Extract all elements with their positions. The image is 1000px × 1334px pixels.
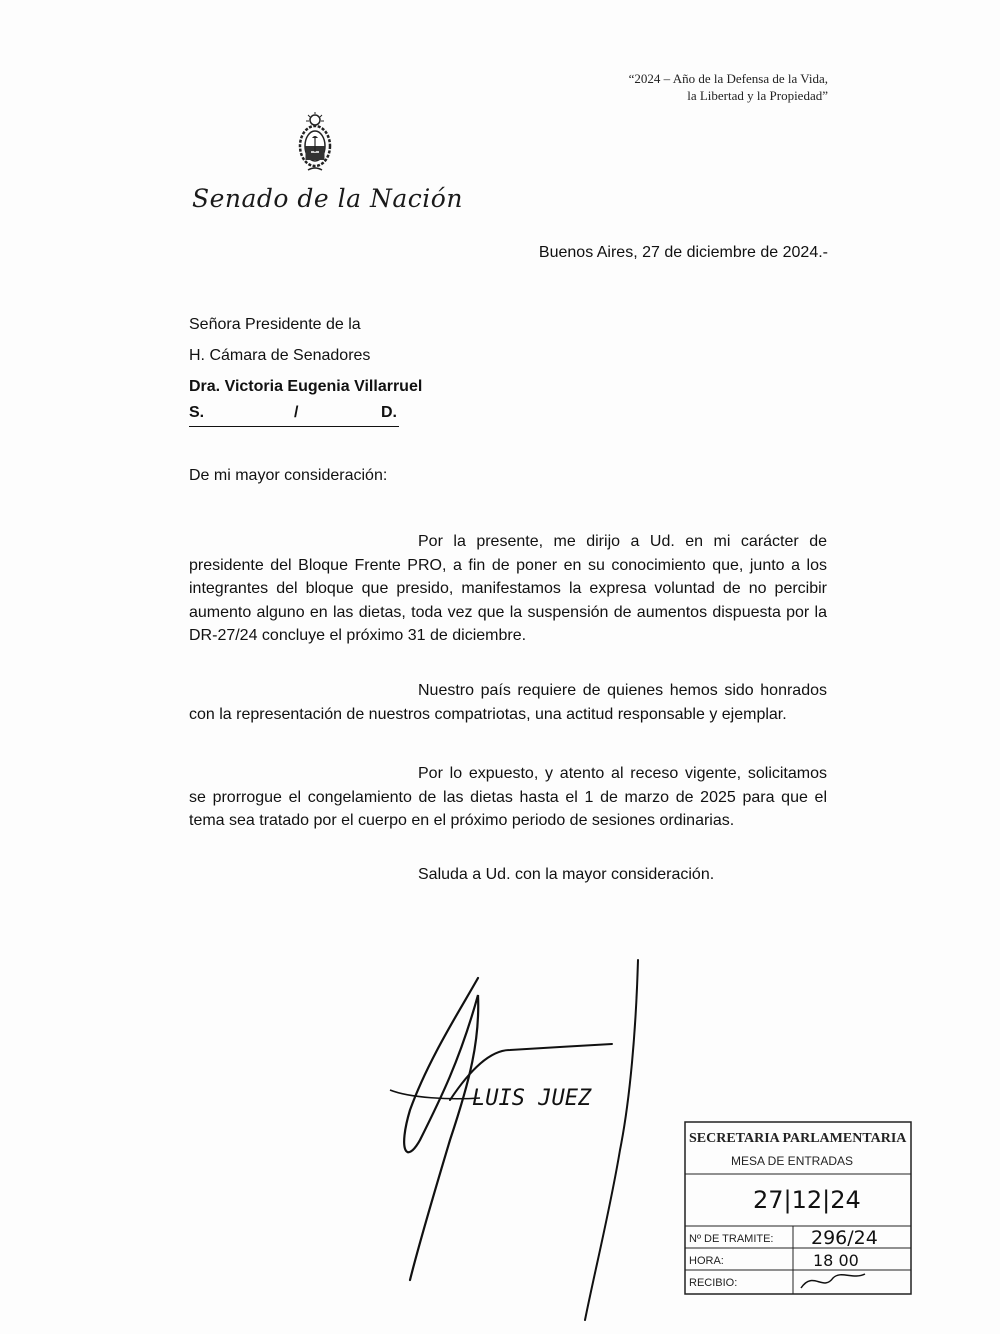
greeting: De mi mayor consideración: xyxy=(189,467,388,484)
recipient-name: Dra. Victoria Eugenia Villarruel xyxy=(189,378,423,395)
national-seal-icon xyxy=(298,112,332,174)
signature-name: LUIS JUEZ xyxy=(472,1086,592,1111)
hora-value: 18 00 xyxy=(813,1251,859,1270)
organization-name: Senado de la Nación xyxy=(192,184,463,213)
recibio-label: RECIBIO: xyxy=(689,1277,738,1289)
stamp-subtitle: MESA DE ENTRADAS xyxy=(731,1154,854,1168)
sd-d: D. xyxy=(381,404,397,421)
closing-line: Saluda a Ud. con la mayor consideración. xyxy=(418,866,715,883)
recipient-block xyxy=(189,309,422,402)
sd-s: S. xyxy=(189,404,205,421)
motto-line-1: “2024 – Año de la Defensa de la Vida, xyxy=(628,71,828,86)
paragraph-1: Por la presente, me dirijo a Ud. en mi carácter de presidente del Bloque Frente PRO, a fin de poner en su conocimiento que, junto a los integrantes del bloque que presido, manifestamos la expresa voluntad de no percibir aumento alguno en las dietas, toda vez que la suspensión de aumentos dispuesta por la DR-27/24 concluye el próximo 31 de diciembre. xyxy=(189,533,827,644)
paragraph-3: Por lo expuesto, y atento al receso vigente, solicitamos se prorrogue el congelamiento de las dietas hasta el 1 de marzo de 2025 para que el tema sea tratado por el cuerpo en el próximo periodo de sesiones ordinarias. xyxy=(189,765,827,829)
signature xyxy=(380,950,670,1330)
reception-stamp xyxy=(683,1120,913,1296)
letter-date: Buenos Aires, 27 de diciembre de 2024.- xyxy=(538,244,828,261)
hora-label: HORA: xyxy=(689,1255,724,1267)
sd-slash: / xyxy=(294,404,299,421)
paragraph-2: Nuestro país requiere de quienes hemos sido honrados con la representación de nuestros compatriotas, una actitud responsable y ejemplar. xyxy=(189,682,827,723)
tramite-label: Nº DE TRAMITE: xyxy=(689,1233,774,1245)
recipient-line-1: Señora Presidente de la xyxy=(189,316,361,333)
tramite-value: 296/24 xyxy=(811,1227,878,1249)
year-motto xyxy=(629,70,828,104)
sd-line xyxy=(189,404,399,427)
recipient-line-2: H. Cámara de Senadores xyxy=(189,347,371,364)
stamp-title: SECRETARIA PARLAMENTARIA xyxy=(689,1131,907,1146)
motto-line-2: la Libertad y la Propiedad” xyxy=(687,88,828,103)
stamp-date: 27|12|24 xyxy=(753,1186,861,1214)
